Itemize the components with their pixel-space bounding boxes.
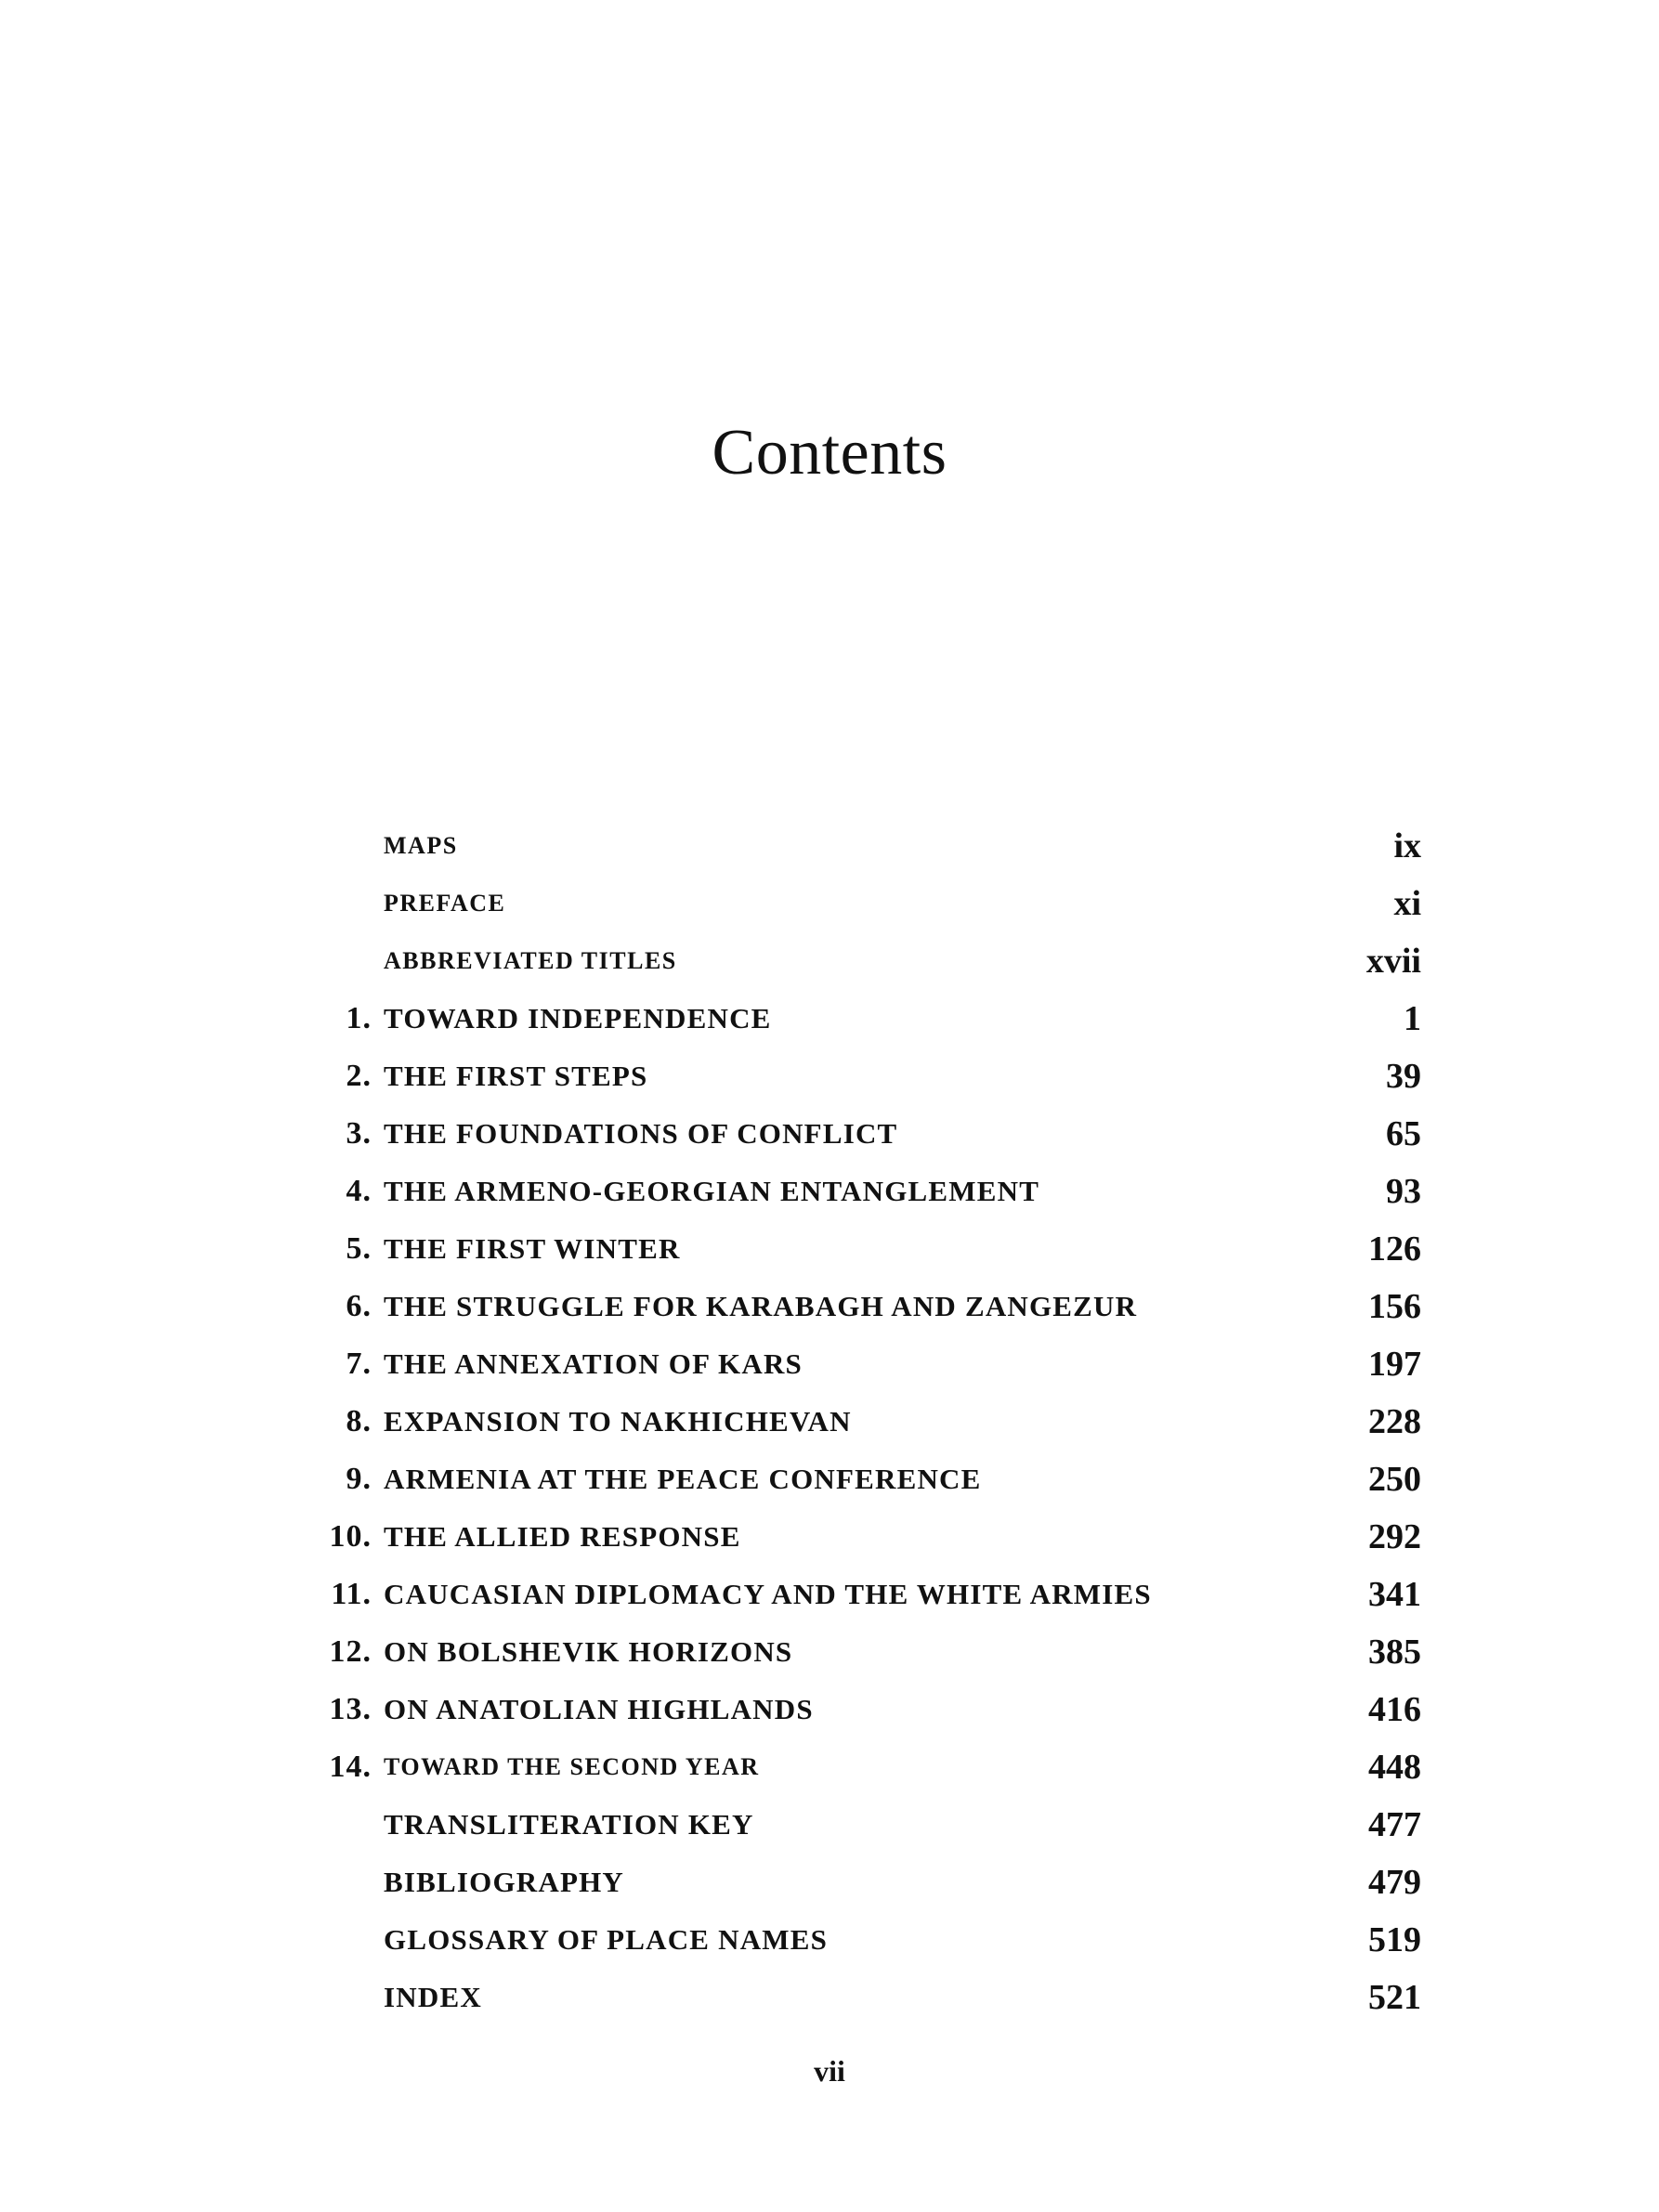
toc-entry[interactable] <box>0 1508 1659 1566</box>
toc-entry-title: GLOSSARY OF PLACE NAMES <box>384 1923 829 1956</box>
toc-entry-number: 12. <box>329 1634 372 1669</box>
toc-entry-number: 7. <box>346 1347 372 1381</box>
toc-entry-title: EXPANSION TO NAKHICHEVAN <box>384 1405 852 1438</box>
toc-entry[interactable] <box>0 1854 1659 1911</box>
toc-entry[interactable] <box>0 1105 1659 1163</box>
page-title: Contents <box>712 417 947 488</box>
toc-entry[interactable] <box>0 1681 1659 1738</box>
toc-entry-page: 250 <box>1368 1460 1421 1499</box>
toc-entry[interactable] <box>0 1393 1659 1451</box>
toc-entry[interactable] <box>0 1969 1659 2026</box>
toc-entry-page: xvii <box>1365 942 1421 981</box>
toc-entry-title: THE FOUNDATIONS OF CONFLICT <box>384 1117 898 1150</box>
toc-entry-title: PREFACE <box>384 890 506 917</box>
toc-entry-page: 93 <box>1386 1172 1421 1211</box>
toc-entry-title: INDEX <box>384 1981 482 2013</box>
toc-entry[interactable] <box>0 932 1659 990</box>
table-of-contents <box>0 817 1659 2024</box>
toc-entry-number: 2. <box>346 1059 372 1093</box>
toc-entry-number: 3. <box>346 1116 372 1151</box>
toc-entry-title: TOWARD INDEPENDENCE <box>384 1002 772 1034</box>
toc-entry[interactable] <box>0 1796 1659 1854</box>
toc-entry-number: 13. <box>329 1692 372 1726</box>
toc-entry-number: 9. <box>346 1462 372 1496</box>
toc-entry-title: ABBREVIATED TITLES <box>384 947 677 974</box>
toc-entry-page: 385 <box>1368 1633 1421 1672</box>
toc-entry-page: 39 <box>1386 1057 1421 1096</box>
toc-entry-page: 292 <box>1368 1517 1421 1556</box>
toc-entry-title: THE FIRST WINTER <box>384 1232 681 1265</box>
toc-entry[interactable] <box>0 817 1659 875</box>
toc-entry[interactable] <box>0 1047 1659 1105</box>
toc-entry[interactable] <box>0 1163 1659 1220</box>
toc-entry-page: 341 <box>1368 1575 1421 1614</box>
toc-entry-page: 519 <box>1368 1920 1421 1959</box>
toc-entry-title: CAUCASIAN DIPLOMACY AND THE WHITE ARMIES <box>384 1578 1152 1610</box>
toc-entry[interactable] <box>0 1451 1659 1508</box>
toc-entry-title: THE ALLIED RESPONSE <box>384 1520 741 1553</box>
toc-entry-number: 14. <box>329 1750 372 1784</box>
toc-entry-page: 1 <box>1404 999 1421 1038</box>
toc-entry-number: 8. <box>346 1404 372 1438</box>
toc-entry-page: 448 <box>1368 1748 1421 1787</box>
toc-entry-page: 228 <box>1368 1402 1421 1441</box>
toc-entry-page: 126 <box>1368 1230 1421 1269</box>
toc-entry-page: 197 <box>1368 1345 1421 1384</box>
toc-entry-page: xi <box>1393 884 1421 923</box>
toc-entry[interactable] <box>0 990 1659 1047</box>
toc-entry-title: ON BOLSHEVIK HORIZONS <box>384 1635 793 1668</box>
toc-entry-page: 477 <box>1368 1805 1421 1844</box>
toc-entry[interactable] <box>0 875 1659 932</box>
toc-entry-page: 156 <box>1368 1287 1421 1326</box>
toc-entry-title: TOWARD THE SECOND YEAR <box>384 1753 760 1780</box>
page-number: vii <box>814 2054 845 2088</box>
toc-entry-title: MAPS <box>384 832 458 859</box>
toc-entry-page: 416 <box>1368 1690 1421 1729</box>
toc-entry-number: 5. <box>346 1231 372 1266</box>
toc-entry[interactable] <box>0 1335 1659 1393</box>
toc-entry-title: THE ANNEXATION OF KARS <box>384 1347 803 1380</box>
toc-entry-page: 521 <box>1368 1978 1421 2017</box>
toc-entry-page: 479 <box>1368 1863 1421 1902</box>
toc-entry[interactable] <box>0 1738 1659 1796</box>
toc-entry-title: THE STRUGGLE FOR KARABAGH AND ZANGEZUR <box>384 1290 1138 1322</box>
toc-entry-number: 4. <box>346 1174 372 1208</box>
toc-entry-number: 1. <box>346 1001 372 1035</box>
toc-entry-title: BIBLIOGRAPHY <box>384 1866 624 1898</box>
toc-entry-page: ix <box>1393 826 1421 865</box>
toc-entry-page: 65 <box>1386 1114 1421 1153</box>
toc-entry-title: ON ANATOLIAN HIGHLANDS <box>384 1693 814 1725</box>
toc-entry-title: TRANSLITERATION KEY <box>384 1808 754 1841</box>
toc-entry-title: THE FIRST STEPS <box>384 1060 648 1092</box>
toc-entry[interactable] <box>0 1278 1659 1335</box>
toc-entry-title: ARMENIA AT THE PEACE CONFERENCE <box>384 1463 982 1495</box>
toc-entry[interactable] <box>0 1220 1659 1278</box>
toc-entry-number: 10. <box>329 1519 372 1554</box>
toc-entry-number: 11. <box>331 1577 372 1611</box>
toc-entry-title: THE ARMENO-GEORGIAN ENTANGLEMENT <box>384 1175 1040 1207</box>
toc-entry[interactable] <box>0 1566 1659 1623</box>
toc-entry-number: 6. <box>346 1289 372 1323</box>
toc-entry[interactable] <box>0 1623 1659 1681</box>
toc-entry[interactable] <box>0 1911 1659 1969</box>
